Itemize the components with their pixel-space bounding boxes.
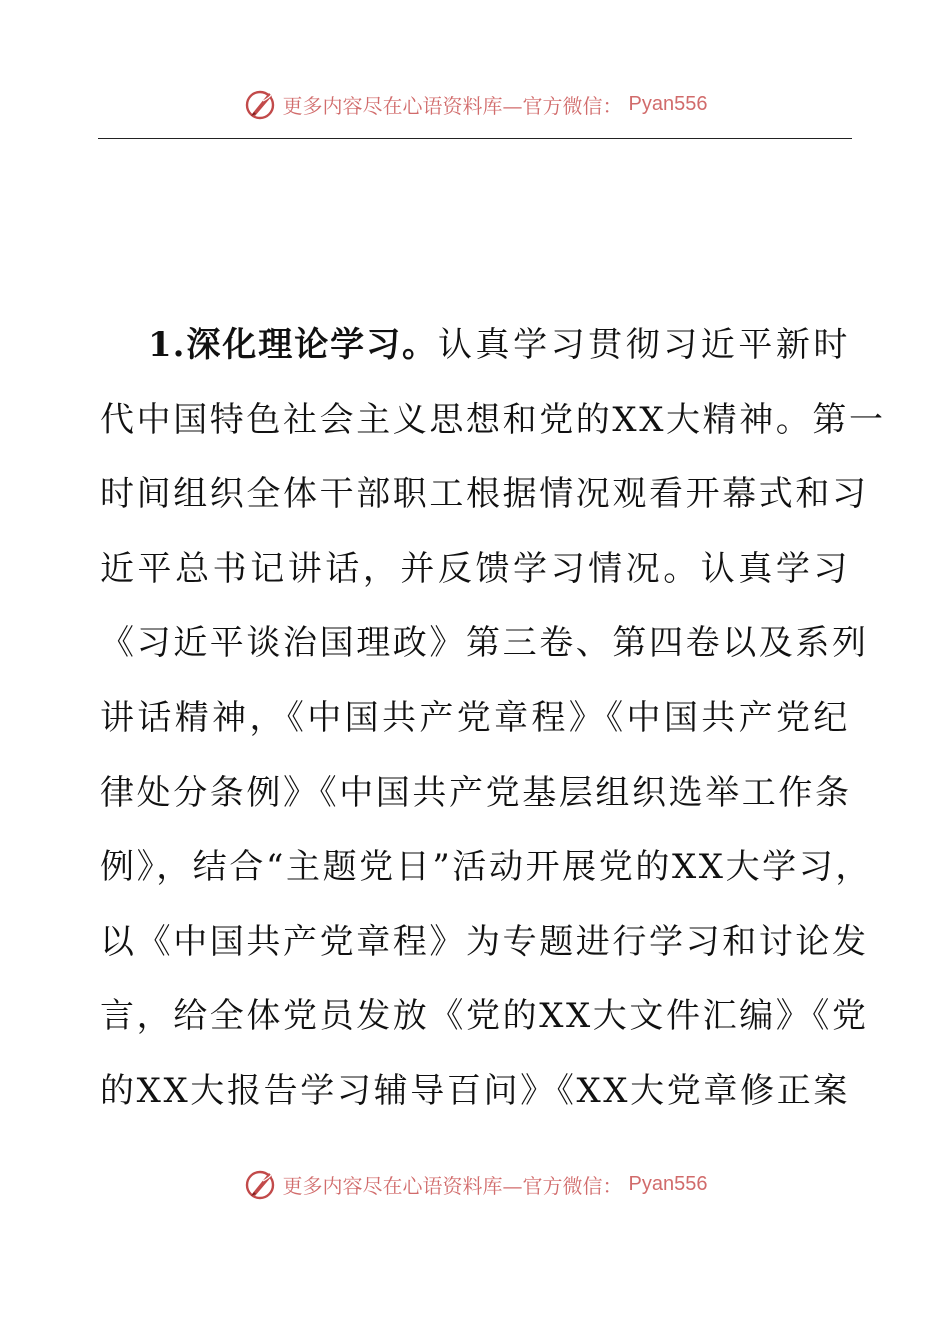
- paragraph-line: 以《中国共产党章程》为专题进行学习和讨论发: [100, 921, 869, 962]
- header-watermark: [0, 84, 950, 124]
- paragraph-line: 代中国特色社会主义思想和党的XX大精神。第一: [100, 399, 886, 440]
- section-heading: 1.深化理论学习。: [148, 325, 439, 365]
- paragraph-line-text: 认真学习贯彻习近平新时: [438, 325, 850, 365]
- header-divider: [98, 138, 852, 139]
- watermark-wechat-handle: Pyan556: [628, 92, 708, 115]
- footer-watermark: [0, 1164, 950, 1204]
- paragraph-line: 近平总书记讲话，并反馈学习情况。认真学习: [100, 548, 850, 589]
- paragraph-line: 时间组织全体干部职工根据情况观看开幕式和习: [100, 474, 869, 515]
- watermark-brand-text: 更多内容尽在心语资料库—官方微信：: [282, 93, 623, 118]
- document-body: [100, 308, 886, 1129]
- paragraph-line: 律处分条例》《中国共产党基层组织选举工作条: [100, 772, 852, 813]
- paragraph-line: 的XX大报告学习辅导百问》《XX大党章修正案: [100, 1070, 850, 1111]
- quill-pen-logo-icon: [243, 87, 277, 121]
- paragraph-line: 例》，结合“主题党日”活动开展党的XX大学习，: [100, 847, 872, 888]
- paragraph-line: [100, 308, 850, 383]
- watermark-wechat-handle: Pyan556: [628, 1172, 708, 1195]
- paragraph-line: 言，给全体党员发放《党的XX大文件汇编》《党: [100, 996, 869, 1037]
- paragraph-line: 《习近平谈治国理政》第三卷、第四卷以及系列: [100, 623, 869, 664]
- watermark-brand-text: 更多内容尽在心语资料库—官方微信：: [282, 1173, 623, 1198]
- paragraph-line: 讲话精神，《中国共产党章程》《中国共产党纪: [100, 697, 850, 738]
- quill-pen-logo-icon: [243, 1167, 277, 1201]
